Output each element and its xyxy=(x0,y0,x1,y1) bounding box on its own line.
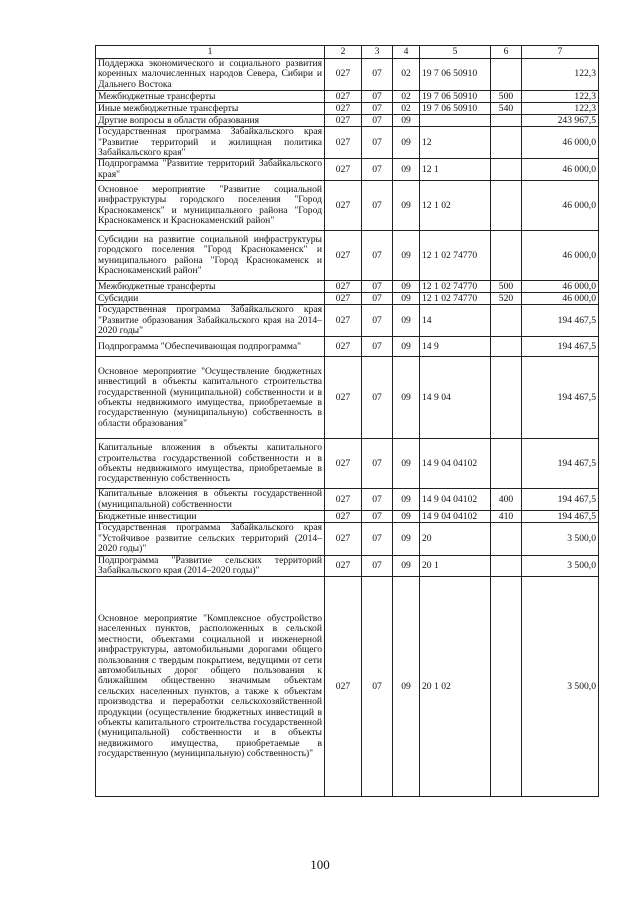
row-subsection-cell: 09 xyxy=(393,127,420,159)
row-target-code-cell: 19 7 06 50910 xyxy=(420,91,491,103)
row-admin-code-cell: 027 xyxy=(325,523,362,555)
row-target-code-cell: 14 9 04 04102 xyxy=(420,489,491,511)
row-target-code-cell: 12 xyxy=(420,127,491,159)
row-amount-cell: 194 467,5 xyxy=(522,357,599,439)
table-row xyxy=(96,305,599,337)
row-target-code-cell: 12 1 02 74770 xyxy=(420,293,491,305)
table-row xyxy=(96,555,599,577)
row-target-code-cell: 14 xyxy=(420,305,491,337)
table-row xyxy=(96,231,599,281)
row-section-cell: 07 xyxy=(362,523,393,555)
row-section-cell: 07 xyxy=(362,281,393,293)
row-subsection-cell: 09 xyxy=(393,555,420,577)
row-amount-cell: 46 000,0 xyxy=(522,181,599,231)
row-expense-type-cell xyxy=(491,127,522,159)
row-amount-cell: 194 467,5 xyxy=(522,511,599,523)
row-amount-cell: 122,3 xyxy=(522,59,599,91)
row-section-cell: 07 xyxy=(362,357,393,439)
row-amount-cell: 122,3 xyxy=(522,91,599,103)
row-section-cell: 07 xyxy=(362,577,393,797)
row-expense-type-cell xyxy=(491,231,522,281)
row-section-cell: 07 xyxy=(362,115,393,127)
row-subsection-cell: 09 xyxy=(393,337,420,357)
row-section-cell: 07 xyxy=(362,305,393,337)
row-admin-code-cell: 027 xyxy=(325,281,362,293)
row-section-cell: 07 xyxy=(362,127,393,159)
table-body xyxy=(96,59,599,797)
row-name-cell: Государственная программа Забайкальского края "Развитие территорий и жилищная политика Забайкальского края" xyxy=(96,127,325,159)
row-target-code-cell: 20 xyxy=(420,523,491,555)
row-amount-cell: 46 000,0 xyxy=(522,159,599,181)
row-target-code-cell: 14 9 04 04102 xyxy=(420,511,491,523)
table-row xyxy=(96,293,599,305)
page-number: 100 xyxy=(310,857,330,872)
row-target-code-cell: 12 1 02 xyxy=(420,181,491,231)
row-admin-code-cell: 027 xyxy=(325,91,362,103)
row-subsection-cell: 02 xyxy=(393,91,420,103)
row-name-cell: Другие вопросы в области образования xyxy=(96,115,325,127)
row-amount-cell: 194 467,5 xyxy=(522,337,599,357)
row-amount-cell: 46 000,0 xyxy=(522,293,599,305)
row-name-cell: Межбюджетные трансферты xyxy=(96,281,325,293)
row-target-code-cell: 12 1 02 74770 xyxy=(420,231,491,281)
row-expense-type-cell: 410 xyxy=(491,511,522,523)
row-expense-type-cell xyxy=(491,577,522,797)
row-expense-type-cell: 500 xyxy=(491,91,522,103)
row-subsection-cell: 09 xyxy=(393,305,420,337)
row-section-cell: 07 xyxy=(362,159,393,181)
row-amount-cell: 194 467,5 xyxy=(522,305,599,337)
row-subsection-cell: 09 xyxy=(393,159,420,181)
row-admin-code-cell: 027 xyxy=(325,357,362,439)
table-row xyxy=(96,281,599,293)
row-target-code-cell: 19 7 06 50910 xyxy=(420,103,491,115)
row-subsection-cell: 09 xyxy=(393,293,420,305)
row-section-cell: 07 xyxy=(362,293,393,305)
row-admin-code-cell: 027 xyxy=(325,115,362,127)
row-subsection-cell: 09 xyxy=(393,281,420,293)
row-subsection-cell: 09 xyxy=(393,511,420,523)
row-name-cell: Межбюджетные трансферты xyxy=(96,91,325,103)
row-amount-cell: 243 967,5 xyxy=(522,115,599,127)
table-row xyxy=(96,511,599,523)
row-expense-type-cell xyxy=(491,59,522,91)
budget-table xyxy=(95,45,599,797)
row-target-code-cell: 14 9 04 xyxy=(420,357,491,439)
column-header: 7 xyxy=(522,46,599,59)
table-row xyxy=(96,577,599,797)
column-header: 3 xyxy=(362,46,393,59)
table-row xyxy=(96,337,599,357)
table-header-row xyxy=(96,46,599,59)
column-header: 1 xyxy=(96,46,325,59)
row-amount-cell: 3 500,0 xyxy=(522,523,599,555)
table-row xyxy=(96,489,599,511)
row-name-cell: Субсидии xyxy=(96,293,325,305)
row-subsection-cell: 09 xyxy=(393,577,420,797)
row-admin-code-cell: 027 xyxy=(325,439,362,489)
row-admin-code-cell: 027 xyxy=(325,59,362,91)
row-admin-code-cell: 027 xyxy=(325,181,362,231)
row-section-cell: 07 xyxy=(362,59,393,91)
row-amount-cell: 46 000,0 xyxy=(522,127,599,159)
row-expense-type-cell xyxy=(491,439,522,489)
row-section-cell: 07 xyxy=(362,439,393,489)
row-subsection-cell: 09 xyxy=(393,489,420,511)
row-expense-type-cell xyxy=(491,523,522,555)
row-name-cell: Основное мероприятие "Развитие социальной инфраструктуры городского поселения "Город Краснокаменск" и муниципального района "Город Краснокаменск и Краснокаменский район" xyxy=(96,181,325,231)
row-expense-type-cell xyxy=(491,305,522,337)
row-name-cell: Государственная программа Забайкальского края "Развитие образования Забайкальского края на 2014–2020 годы" xyxy=(96,305,325,337)
row-target-code-cell: 12 1 02 74770 xyxy=(420,281,491,293)
row-admin-code-cell: 027 xyxy=(325,577,362,797)
row-amount-cell: 46 000,0 xyxy=(522,281,599,293)
row-target-code-cell: 20 1 xyxy=(420,555,491,577)
row-admin-code-cell: 027 xyxy=(325,511,362,523)
table-row xyxy=(96,357,599,439)
row-name-cell: Подпрограмма "Обеспечивающая подпрограмма" xyxy=(96,337,325,357)
row-section-cell: 07 xyxy=(362,489,393,511)
row-target-code-cell xyxy=(420,115,491,127)
row-admin-code-cell: 027 xyxy=(325,293,362,305)
row-amount-cell: 122,3 xyxy=(522,103,599,115)
row-subsection-cell: 09 xyxy=(393,357,420,439)
row-expense-type-cell xyxy=(491,181,522,231)
row-name-cell: Капитальные вложения в объекты государственной (муниципальной) собственности xyxy=(96,489,325,511)
row-amount-cell: 3 500,0 xyxy=(522,577,599,797)
row-admin-code-cell: 027 xyxy=(325,305,362,337)
row-target-code-cell: 20 1 02 xyxy=(420,577,491,797)
row-section-cell: 07 xyxy=(362,91,393,103)
row-target-code-cell: 12 1 xyxy=(420,159,491,181)
row-section-cell: 07 xyxy=(362,555,393,577)
row-admin-code-cell: 027 xyxy=(325,555,362,577)
row-expense-type-cell: 540 xyxy=(491,103,522,115)
column-header: 2 xyxy=(325,46,362,59)
table-row xyxy=(96,91,599,103)
row-admin-code-cell: 027 xyxy=(325,103,362,115)
row-name-cell: Субсидии на развитие социальной инфраструктуры городского поселения "Город Краснокаменск" и муниципального района "Город Краснокаменск и Краснокаменский район" xyxy=(96,231,325,281)
row-subsection-cell: 02 xyxy=(393,59,420,91)
row-amount-cell: 3 500,0 xyxy=(522,555,599,577)
table-row xyxy=(96,127,599,159)
row-expense-type-cell: 500 xyxy=(491,281,522,293)
row-target-code-cell: 14 9 xyxy=(420,337,491,357)
table-row xyxy=(96,103,599,115)
table-row xyxy=(96,115,599,127)
table-row xyxy=(96,59,599,91)
row-amount-cell: 46 000,0 xyxy=(522,231,599,281)
table-row xyxy=(96,181,599,231)
column-header: 4 xyxy=(393,46,420,59)
row-subsection-cell: 09 xyxy=(393,439,420,489)
row-name-cell: Поддержка экономического и социального развития коренных малочисленных народов Севера, Сибири и Дальнего Востока xyxy=(96,59,325,91)
column-header: 5 xyxy=(420,46,491,59)
row-section-cell: 07 xyxy=(362,337,393,357)
row-admin-code-cell: 027 xyxy=(325,231,362,281)
row-admin-code-cell: 027 xyxy=(325,489,362,511)
row-name-cell: Основное мероприятие "Комплексное обустройство населенных пунктов, расположенных в сельской местности, объектами социальной и инженерной инфраструктуры, автомобильными дорогами общего пользования с твердым покрытием, ведущими от сети автомобильных дорог общего пользования к ближайшим общественно значимым объектам сельских населенных пунктов, а также к объектам производства и переработки сельскохозяйственной продукции (осуществление бюджетных инвестиций в объекты капитального строительства государственной (муниципальной) собственности и в объекты недвижимого имущества, приобретаемые в государственную (муниципальную) собственность)" xyxy=(96,577,325,797)
row-expense-type-cell xyxy=(491,159,522,181)
row-name-cell: Иные межбюджетные трансферты xyxy=(96,103,325,115)
row-section-cell: 07 xyxy=(362,511,393,523)
row-name-cell: Подпрограмма "Развитие территорий Забайкальского края" xyxy=(96,159,325,181)
row-admin-code-cell: 027 xyxy=(325,159,362,181)
row-name-cell: Подпрограмма "Развитие сельских территорий Забайкальского края (2014–2020 годы)" xyxy=(96,555,325,577)
table-row xyxy=(96,523,599,555)
row-expense-type-cell xyxy=(491,357,522,439)
row-subsection-cell: 09 xyxy=(393,523,420,555)
row-expense-type-cell: 400 xyxy=(491,489,522,511)
row-target-code-cell: 14 9 04 04102 xyxy=(420,439,491,489)
row-subsection-cell: 09 xyxy=(393,115,420,127)
table-row xyxy=(96,159,599,181)
row-subsection-cell: 02 xyxy=(393,103,420,115)
row-expense-type-cell xyxy=(491,555,522,577)
row-amount-cell: 194 467,5 xyxy=(522,489,599,511)
row-expense-type-cell xyxy=(491,337,522,357)
row-expense-type-cell: 520 xyxy=(491,293,522,305)
row-name-cell: Государственная программа Забайкальского края "Устойчивое развитие сельских территорий (2014–2020 годы)" xyxy=(96,523,325,555)
row-amount-cell: 194 467,5 xyxy=(522,439,599,489)
row-admin-code-cell: 027 xyxy=(325,337,362,357)
row-name-cell: Основное мероприятие "Осуществление бюджетных инвестиций в объекты капитального строительства государственной (муниципальной) собственности и в объекты недвижимого имущества, приобретаемые в государственную (муниципальную) собственность в области образования" xyxy=(96,357,325,439)
row-section-cell: 07 xyxy=(362,103,393,115)
row-section-cell: 07 xyxy=(362,231,393,281)
row-admin-code-cell: 027 xyxy=(325,127,362,159)
row-target-code-cell: 19 7 06 50910 xyxy=(420,59,491,91)
column-header: 6 xyxy=(491,46,522,59)
row-subsection-cell: 09 xyxy=(393,231,420,281)
table-row xyxy=(96,439,599,489)
row-name-cell: Бюджетные инвестиции xyxy=(96,511,325,523)
row-expense-type-cell xyxy=(491,115,522,127)
row-subsection-cell: 09 xyxy=(393,181,420,231)
row-name-cell: Капитальные вложения в объекты капитального строительства государственной собственности и в объекты недвижимого имущества, приобретаемые в государственную собственность xyxy=(96,439,325,489)
row-section-cell: 07 xyxy=(362,181,393,231)
